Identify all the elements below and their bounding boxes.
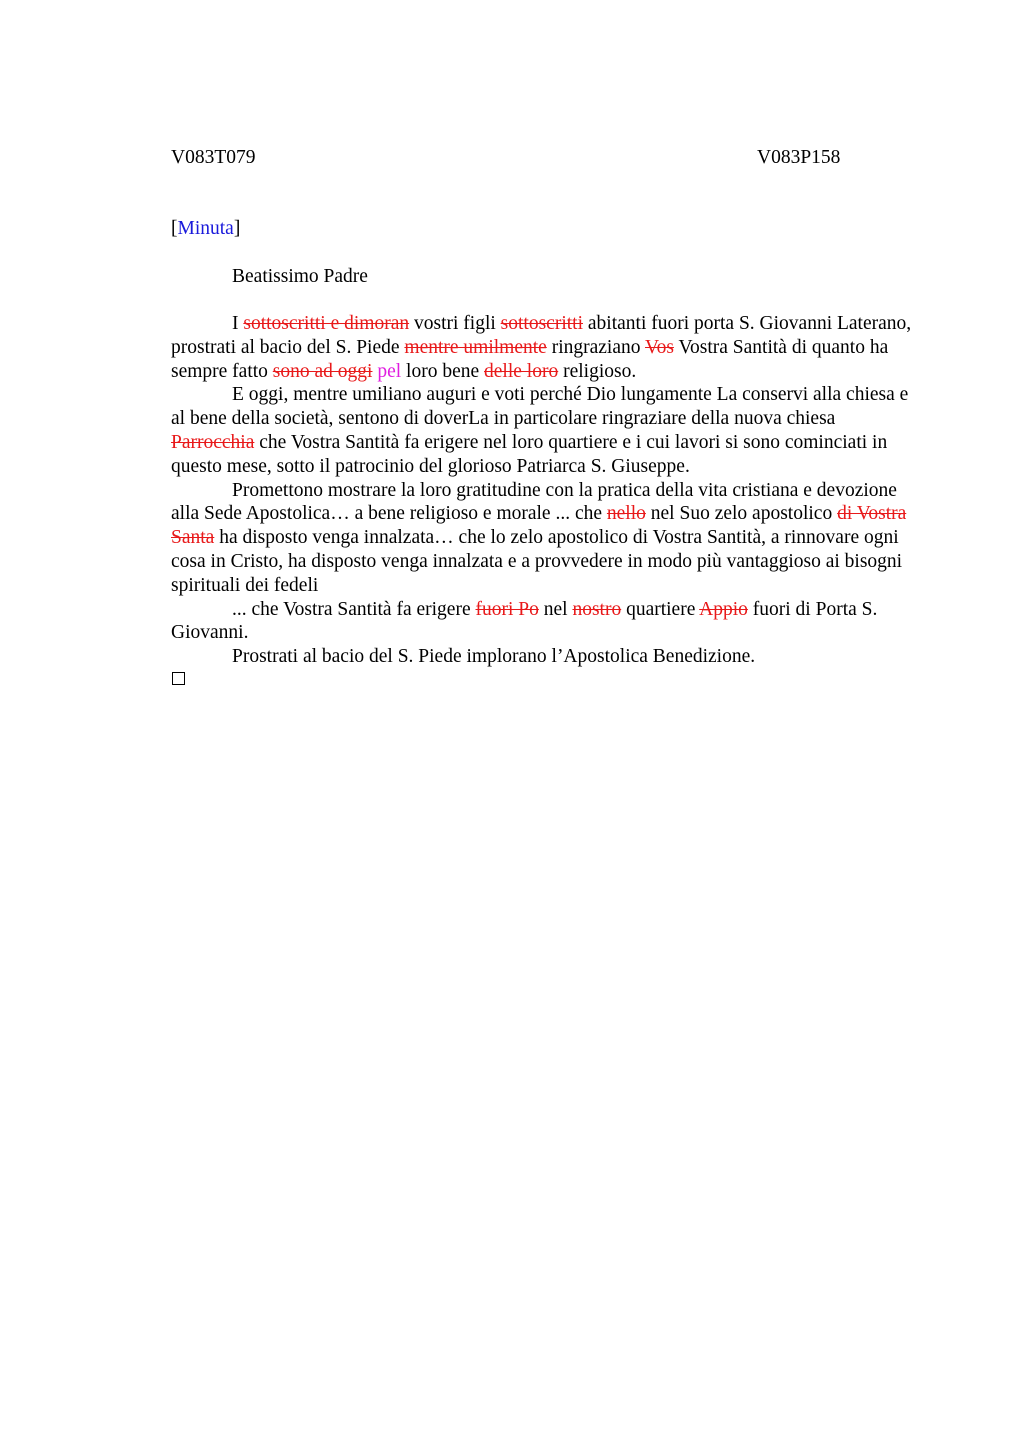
salutation: Beatissimo Padre — [232, 266, 368, 287]
document-code-left: V083T079 — [171, 147, 256, 168]
minuta-text: Minuta — [177, 218, 234, 239]
deleted-text: delle loro — [484, 360, 559, 382]
text-run: quartiere — [621, 598, 700, 620]
deleted-text: fuori Po — [475, 598, 539, 620]
deleted-text: Appio — [699, 598, 748, 620]
text-run: nel — [538, 598, 573, 620]
deleted-text: Parrocchia — [171, 431, 255, 453]
text-run: abitanti fuori porta S. Giovanni Laterano, prostrati al bacio del S. Piede — [171, 313, 912, 358]
text-run: loro bene — [401, 360, 485, 382]
deleted-text: sottoscritti e dimoran — [243, 313, 410, 334]
text-run: Promettono mostrare la loro gratitudine con la pratica della vita cristiana e devozione alla Sede Apostolica… a bene religioso e morale ... che — [171, 479, 897, 525]
minuta-close-bracket: ] — [233, 218, 241, 239]
text-run: vostri figli — [409, 313, 501, 334]
header-row — [171, 146, 923, 172]
minuta-open-bracket: [ — [171, 218, 178, 239]
inserted-text: pel — [377, 360, 402, 382]
text-run: Prostrati al bacio del S. Piede implorano l’Apostolica Benedizione. — [232, 646, 756, 668]
text-run: ringraziano — [546, 336, 646, 358]
text-run: che Vostra Santità fa erigere nel loro quartiere e i cui lavori si sono cominciati in questo mese, sotto il patrocinio del glorioso Patriarca S. Giuseppe. — [171, 431, 888, 477]
checkbox-square — [172, 672, 185, 685]
deleted-text: Vos — [645, 336, 674, 358]
text-run: ... che Vostra Santità fa erigere — [232, 598, 476, 620]
deleted-text: mentre umilmente — [404, 336, 547, 358]
deleted-text: di Vostra Santa — [171, 503, 907, 549]
paragraph — [171, 645, 923, 669]
text-run: fuori di Porta S. Giovanni. — [171, 598, 878, 644]
deleted-text: nello — [606, 503, 646, 525]
letter-body — [171, 312, 923, 669]
text-run: I — [232, 313, 244, 334]
deleted-text: sono ad oggi — [272, 360, 373, 382]
paragraph — [171, 312, 923, 383]
text-run: religioso. — [558, 360, 637, 382]
document-header — [171, 146, 923, 172]
deleted-text: nostro — [572, 598, 622, 620]
deleted-text: sottoscritti — [500, 313, 583, 334]
text-run: Vostra Santità di quanto ha sempre fatto — [171, 336, 889, 382]
minuta-label — [171, 217, 240, 241]
paragraph — [171, 383, 923, 478]
text-run: E oggi, mentre umiliano auguri e voti perché Dio lungamente La conservi alla chiesa e al bene della società, sentono di doverLa in particolare ringraziare della nuova chiesa — [171, 384, 909, 430]
paragraph — [171, 598, 923, 646]
paragraph — [171, 479, 923, 598]
document-code-right: V083P158 — [757, 147, 841, 168]
text-run: ha disposto venga innalzata… che lo zelo apostolico di Vostra Santità, a rinnovare ogni cosa in Cristo, ha disposto venga innalzata e a provvedere in modo più vantaggioso ai bisogni spirituali dei fedeli — [171, 527, 903, 596]
text-run: nel Suo zelo apostolico — [645, 503, 838, 525]
